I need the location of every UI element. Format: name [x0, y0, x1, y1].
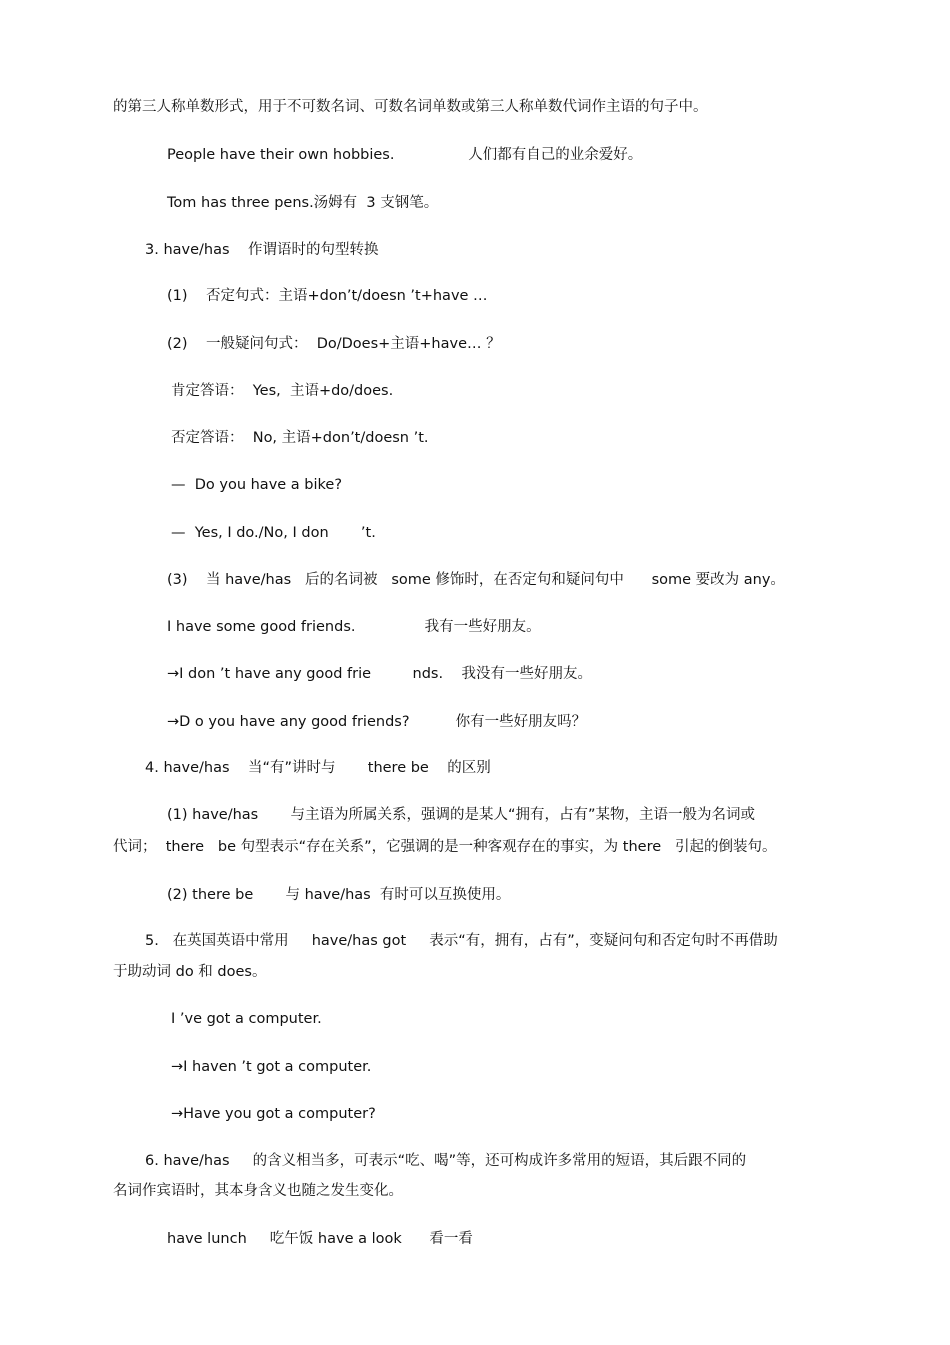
text-line: I ’ve got a computer.	[171, 1011, 322, 1027]
section-heading: 4. have/has 当“有”讲时与 there be 的区别	[145, 760, 491, 776]
text-line: (3) 当 have/has 后的名词被 some 修饰时，在否定句和疑问句中 some 要改为 any。	[167, 572, 785, 588]
section-heading: 3. have/has 作谓语时的句型转换	[145, 242, 379, 258]
section-heading: 5. 在英国英语中常用 have/has got 表示“有，拥有，占有”，变疑问句和否定句时不再借助	[145, 933, 778, 949]
text-line: →I don ’t have any good frie nds. 我没有一些好朋友。	[167, 666, 593, 682]
text-line: (1) have/has 与主语为所属关系，强调的是某人“拥有，占有”某物，主语一般为名词或	[167, 807, 756, 823]
section-heading: 6. have/has 的含义相当多，可表示“吃、喝”等，还可构成许多常用的短语，其后跟不同的	[145, 1153, 747, 1169]
text-line: 名词作宾语时，其本身含义也随之发生变化。	[113, 1183, 403, 1199]
text-line: I have some good friends. 我有一些好朋友。	[167, 619, 541, 635]
text-line: →I haven ’t got a computer.	[171, 1059, 372, 1075]
text-line: Tom has three pens.汤姆有 3 支钢笔。	[167, 195, 439, 211]
text-line: have lunch 吃午饭 have a look 看一看	[167, 1231, 473, 1247]
text-line: — Do you have a bike?	[171, 477, 343, 493]
text-line: 肯定答语： Yes, 主语+do/does.	[171, 383, 394, 399]
text-line: 于助动词 do 和 does。	[113, 964, 267, 980]
text-line: 否定答语： No, 主语+don’t/doesn ’t.	[171, 430, 429, 446]
text-line: →Have you got a computer?	[171, 1106, 376, 1122]
text-line: People have their own hobbies. 人们都有自己的业余爱好。	[167, 147, 643, 163]
text-line: (1) 否定句式：主语+don’t/doesn ’t+have …	[167, 288, 488, 304]
text-line: 代词； there be 句型表示“存在关系”，它强调的是一种客观存在的事实，为 there 引起的倒装句。	[113, 839, 777, 855]
text-line: — Yes, I do./No, I don ’t.	[171, 525, 376, 541]
text-line: (2) there be 与 have/has 有时可以互换使用。	[167, 887, 511, 903]
text-line: →D o you have any good friends? 你有一些好朋友吗？	[167, 714, 587, 730]
text-line: (2) 一般疑问句式： Do/Does+主语+have… ？	[167, 336, 501, 352]
text-line: 的第三人称单数形式，用于不可数名词、可数名词单数或第三人称单数代词作主语的句子中。	[113, 99, 708, 115]
